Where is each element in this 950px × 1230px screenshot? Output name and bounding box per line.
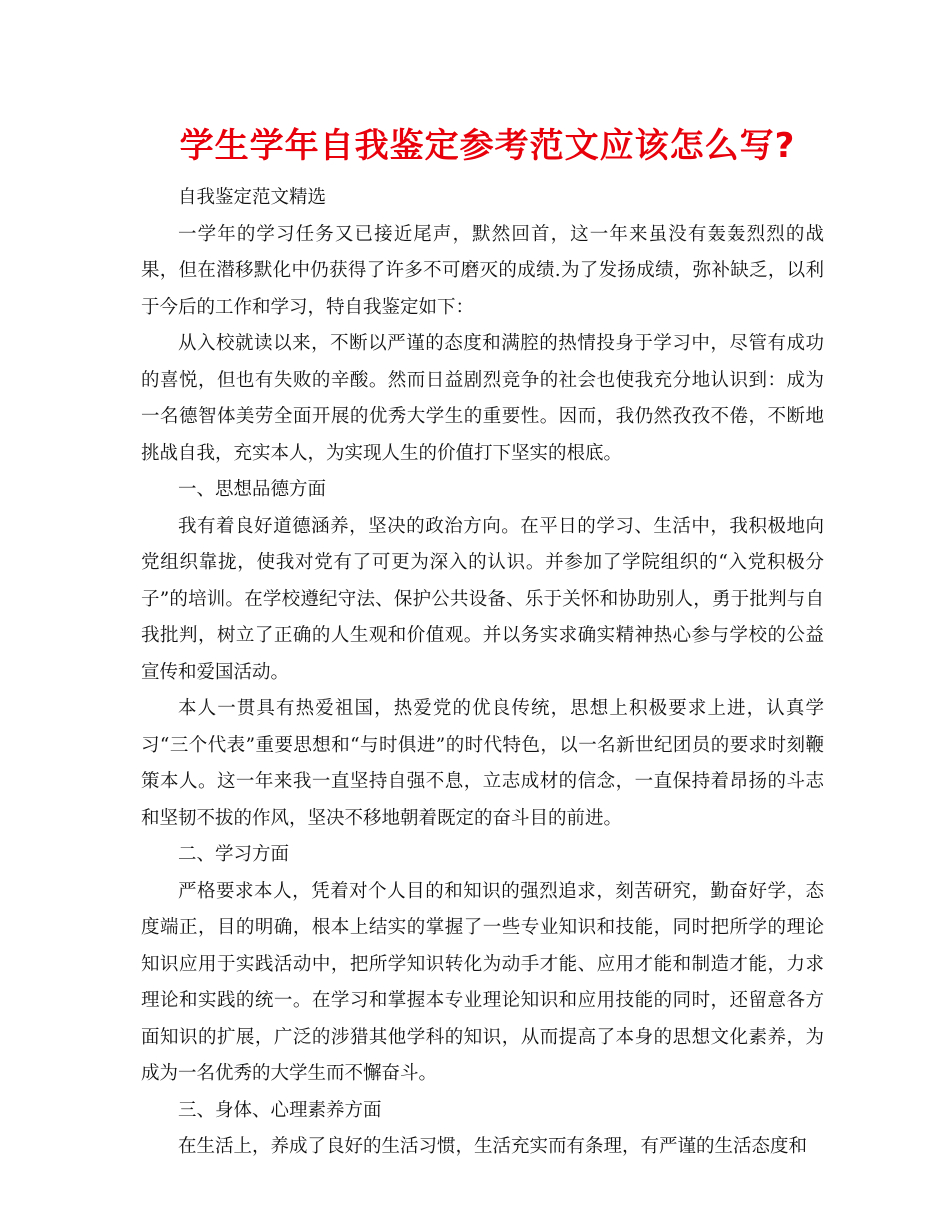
paragraph-study: 严格要求本人，凭着对个人目的和知识的强烈追求，刻苦研究，勤奋好学，态度端正，目的明确，根本上结实的掌握了一些专业知识和技能，同时把所学的理论知识应用于实践活动中，把所学知识转化为动手才能、应用才能和制造才能，力求理论和实践的统一。在学习和掌握本专业理论知识和应用技能的同时，还留意各方面知识的扩展，广泛的涉猎其他学科的知识，从而提高了本身的思想文化素养，为成为一名优秀的大学生而不懈奋斗。 [141,880,824,1084]
paragraph-moral-1: 我有着良好道德涵养，坚决的政治方向。在平日的学习、生活中，我积极地向党组织靠拢，使我对党有了可更为深入的认识。并参加了学院组织的“入党积极分子”的培训。在学校遵纪守法、保护公共设备、乐于关怀和协助别人，勇于批判与自我批判，树立了正确的人生观和价值观。并以务实求确实精神热心参与学校的公益宣传和爱国活动。 [141,515,824,683]
paragraph-intro: 一学年的学习任务又已接近尾声，默然回首，这一年来虽没有轰轰烈烈的战果，但在潜移默化中仍获得了许多不可磨灭的成绩.为了发扬成绩，弥补缺乏，以利于今后的工作和学习，特自我鉴定如下： [141,223,824,318]
section-heading-health: 三、身体、心理素养方面 [178,1099,382,1121]
paragraph-health: 在生活上，养成了良好的生活习惯，生活充实而有条理，有严谨的生活态度和 [178,1136,808,1157]
section-heading-moral: 一、思想品德方面 [178,479,327,500]
paragraph-since-enrollment: 从入校就读以来，不断以严谨的态度和满腔的热情投身于学习中，尽管有成功的喜悦，但也有失败的辛酸。然而日益剧烈竞争的社会也使我充分地认识到：成为一名德智体美劳全面开展的优秀大学生的重要性。因而，我仍然孜孜不倦，不断地挑战自我，充实本人，为实现人生的价值打下坚实的根底。 [141,333,824,464]
document-title: 学生学年自我鉴定参考范文应该怎么写? [179,126,796,166]
paragraph-moral-2: 本人一贯具有热爱祖国，热爱党的优良传统，思想上积极要求上进，认真学习“三个代表”重要思想和“与时俱进”的时代特色，以一名新世纪团员的要求时刻鞭策本人。这一年来我一直坚持自强不息，立志成材的信念，一直保持着昂扬的斗志和坚韧不拔的作风，坚决不移地朝着既定的奋斗目的前进。 [141,698,824,829]
section-heading-study: 二、学习方面 [178,844,290,865]
document-subtitle: 自我鉴定范文精选 [178,187,327,208]
